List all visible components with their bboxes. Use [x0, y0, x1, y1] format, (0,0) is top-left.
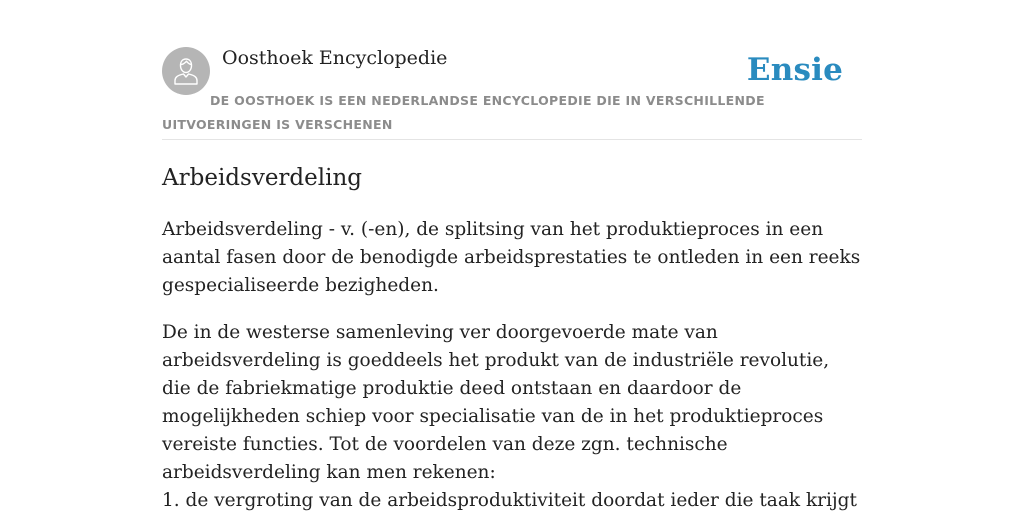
article-paragraph-definition: Arbeidsverdeling - v. (-en), de splitsing van het produktieproces in een aantal fasen door de benodigde arbeidsprestaties te ontleden in een reeks gespecialiseerde bezigheden.	[162, 219, 861, 296]
user-icon	[172, 56, 200, 86]
page-container	[162, 0, 862, 511]
source-name-link[interactable]: Oosthoek Encyclopedie	[222, 47, 448, 69]
article-title: Arbeidsverdeling	[162, 165, 363, 191]
page-header	[162, 0, 862, 140]
list-item: 1. de vergroting van de arbeidsproduktiviteit doordat ieder die taak krijgt	[162, 490, 857, 511]
article-paragraph-context: De in de westerse samenleving ver doorgevoerde mate van arbeidsverdeling is goeddeels het produkt van de industriële revolutie, die de fabriekmatige produktie deed ontstaan en daardoor de mogelijkheden schiep voor specialisatie van de in het produktieproces vereiste functies. Tot de voordelen van deze zgn. technische arbeidsverdeling kan men rekenen:	[162, 322, 830, 483]
avatar[interactable]	[162, 47, 210, 95]
ensie-logo[interactable]: Ensie	[746, 52, 843, 88]
source-description: DE OOSTHOEK IS EEN NEDERLANDSE ENCYCLOPEDIE DIE IN VERSCHILLENDE UITVOERINGEN IS VERSCHENEN	[162, 93, 765, 132]
